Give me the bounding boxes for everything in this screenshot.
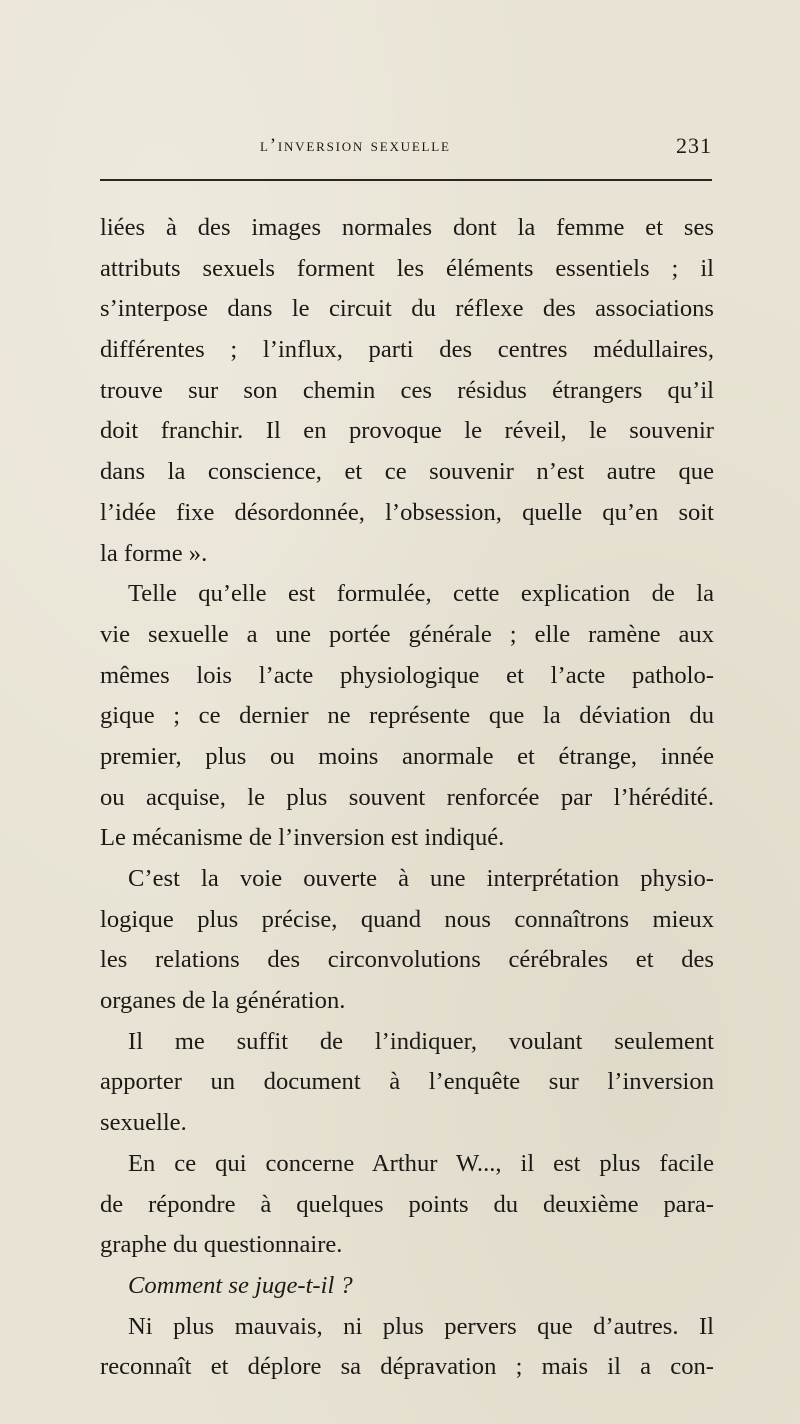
text-line: logique plus précise, quand nous connaîtrons mieux	[100, 905, 714, 933]
text-line: attributs sexuels forment les éléments essentiels ; il	[100, 254, 714, 282]
running-head	[100, 135, 712, 165]
text-line: Le mécanisme de l’inversion est indiqué.	[100, 824, 505, 852]
text-line: trouve sur son chemin ces résidus étrangers qu’il	[100, 376, 714, 404]
text-line: s’interpose dans le circuit du réflexe des associations	[100, 295, 714, 323]
question-heading: Comment se juge-t-il ?	[128, 1271, 353, 1299]
text-line: organes de la génération.	[100, 987, 346, 1015]
text-line: vie sexuelle a une portée générale ; elle ramène aux	[100, 620, 714, 648]
text-line: gique ; ce dernier ne représente que la déviation du	[100, 702, 714, 730]
text-line: sexuelle.	[100, 1109, 187, 1137]
text-line: de répondre à quelques points du deuxième para-	[100, 1190, 714, 1218]
text-line: les relations des circonvolutions cérébrales et des	[100, 946, 714, 974]
text-line: Il me suffit de l’indiquer, voulant seulement	[128, 1027, 714, 1055]
header-rule	[100, 179, 712, 181]
running-title: l’inversion sexuelle	[260, 135, 451, 156]
text-line: C’est la voie ouverte à une interprétation physio-	[128, 865, 714, 892]
text-line: En ce qui concerne Arthur W..., il est plus facile	[128, 1149, 714, 1177]
text-line: premier, plus ou moins anormale et étrange, innée	[100, 742, 714, 770]
text-line: ou acquise, le plus souvent renforcée par l’hérédité.	[100, 783, 714, 811]
text-line: différentes ; l’influx, parti des centres médullaires,	[100, 336, 714, 364]
text-line: reconnaît et déplore sa dépravation ; mais il a con-	[100, 1353, 714, 1381]
text-line: graphe du questionnaire.	[100, 1231, 343, 1259]
text-line: Ni plus mauvais, ni plus pervers que d’autres. Il	[128, 1312, 714, 1340]
page-number: 231	[676, 133, 712, 158]
text-line: apporter un document à l’enquête sur l’inversion	[100, 1068, 714, 1096]
text-line: mêmes lois l’acte physiologique et l’acte patholo-	[100, 661, 714, 689]
text-line: liées à des images normales dont la femme et ses	[100, 214, 714, 241]
text-line: la forme ».	[100, 539, 208, 567]
text-line: l’idée fixe désordonnée, l’obsession, quelle qu’en soit	[100, 498, 714, 526]
text-line: Telle qu’elle est formulée, cette explication de la	[128, 580, 714, 608]
body-text	[100, 208, 714, 1388]
text-line: doit franchir. Il en provoque le réveil, le souvenir	[100, 417, 714, 445]
text-line: dans la conscience, et ce souvenir n’est autre que	[100, 458, 714, 486]
